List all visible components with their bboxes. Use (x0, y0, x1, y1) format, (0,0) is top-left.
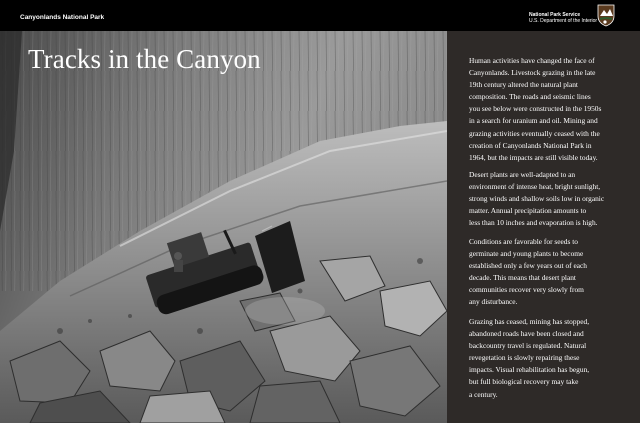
text-line: a century. (469, 389, 498, 399)
photo-illustration (0, 31, 447, 423)
text-line: communities recover very slowly from (469, 285, 584, 295)
header-band (0, 0, 640, 31)
text-line: established only a few years out of each (469, 261, 588, 271)
paragraph-recovery (469, 316, 637, 401)
text-line: composition. The roads and seismic lines (469, 92, 591, 102)
text-line: revegetation is slowly repairing these (469, 353, 580, 363)
nps-arrowhead-icon (597, 4, 615, 27)
text-line: 1964, but the impacts are still visible today. (469, 152, 598, 162)
text-line: you see below were constructed in the 1950s (469, 104, 602, 114)
text-line: in a search for uranium and oil. Mining and (469, 116, 598, 126)
text-line: strong winds and shallow soils low in organic (469, 194, 605, 204)
historic-photo-bulldozer (0, 31, 447, 423)
text-line: environment of intense heat, bright sunlight, (469, 182, 601, 192)
text-line: creation of Canyonlands National Park in (469, 140, 592, 150)
paragraph-conditions (469, 236, 637, 309)
text-line: impacts. Visual rehabilitation has begun, (469, 365, 590, 375)
text-line: decade. This means that desert plant (469, 273, 576, 283)
text-line: Conditions are favorable for seeds to (469, 237, 578, 246)
text-line: Canyonlands. Livestock grazing in the late (469, 68, 596, 78)
agency-credit (529, 12, 597, 24)
text-line: germinate and young plants to become (469, 249, 584, 259)
text-line: matter. Annual precipitation amounts to (469, 206, 587, 216)
text-line: 19th century altered the natural plant (469, 80, 578, 90)
text-panel (447, 31, 640, 423)
text-line: Desert plants are well-adapted to an (469, 170, 576, 179)
department-name: U.S. Department of the Interior (529, 18, 598, 24)
text-line: but full biological recovery may take (469, 377, 579, 387)
park-name: Canyonlands National Park (20, 14, 105, 21)
text-line: any disturbance. (469, 297, 518, 307)
text-line: Human activities have changed the face of (469, 56, 595, 65)
page-title: Tracks in the Canyon (28, 44, 261, 74)
text-line: backcountry travel is regulated. Natural (469, 341, 587, 351)
text-line: less than 10 inches and evaporation is high. (469, 218, 598, 228)
paragraph-human-activities (469, 55, 637, 164)
text-line: abandoned roads have been closed and (469, 329, 584, 339)
agency-name: National Park Service (529, 12, 581, 18)
text-line: grazing activities eventually ceased with the (469, 128, 600, 138)
paragraph-desert-plants (469, 169, 637, 229)
text-line: Grazing has ceased, mining has stopped, (469, 317, 590, 326)
